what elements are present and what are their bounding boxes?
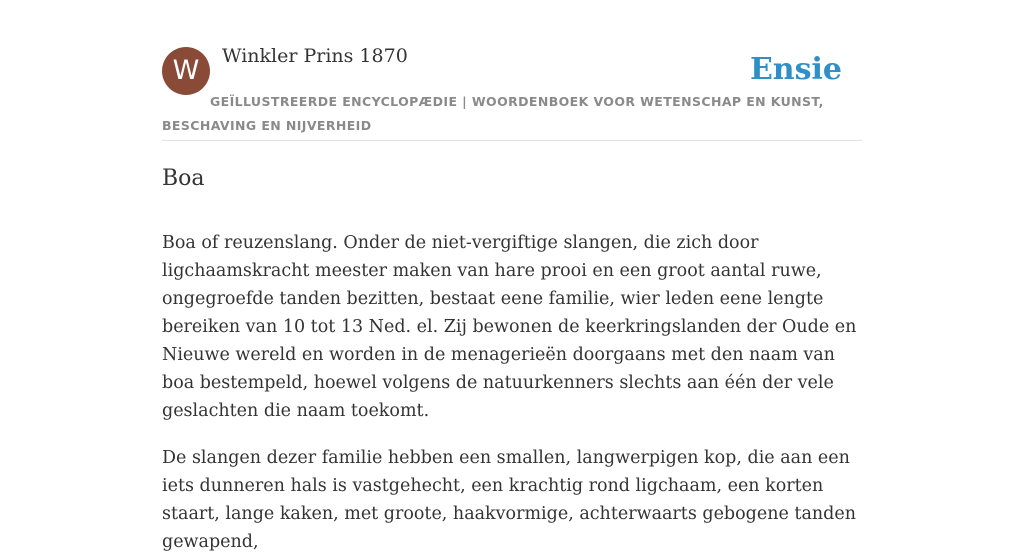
article	[162, 160, 862, 556]
avatar[interactable]: W	[162, 47, 210, 95]
site-subtitle: GEÏLLUSTREERDE ENCYCLOPÆDIE | WOORDENBOEK VOOR WETENSCHAP EN KUNST, BESCHAVING EN NIJVERHEID	[162, 94, 824, 133]
article-paragraph: De slangen dezer familie hebben een smallen, langwerpigen kop, die aan een iets dunneren hals is vastgehecht, een krachtig rond ligchaam, een korten staart, lange kaken, met groote, haakvormige, achterwaarts gebogene tanden gewapend,	[162, 448, 856, 552]
brand-logo[interactable]: Ensie	[749, 52, 842, 87]
site-title[interactable]: Winkler Prins 1870	[222, 45, 408, 67]
site-header	[162, 0, 862, 141]
page-title: Boa	[162, 166, 205, 191]
article-paragraph: Boa of reuzenslang. Onder de niet-vergiftige slangen, die zich door ligchaamskracht meester maken van hare prooi en een groot aantal ruwe, ongegroefde tanden bezitten, bestaat eene familie, wier leden eene lengte bereiken van 10 tot 13 Ned. el. Zij bewonen de keerkringslanden der Oude en Nieuwe wereld en worden in de menagerieën doorgaans met den naam van boa bestempeld, hoewel volgens de natuurkenners slechts aan één der vele geslachten die naam toekomt.	[162, 233, 857, 421]
